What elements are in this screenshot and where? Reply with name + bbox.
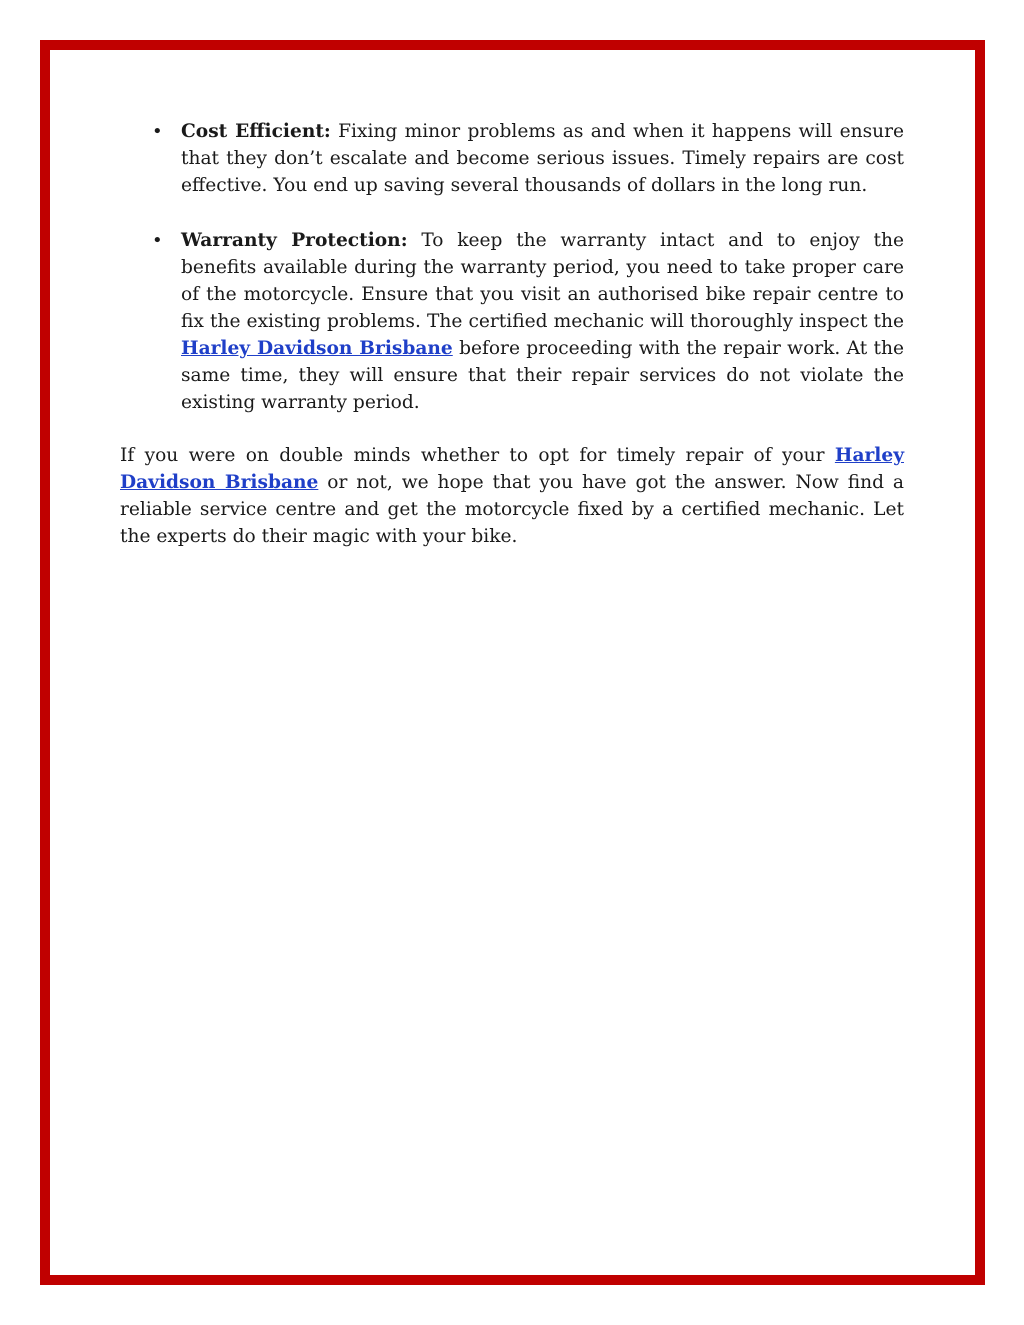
harley-davidson-brisbane-link[interactable]: Harley Davidson Brisbane [181,338,453,359]
harley-davidson-brisbane-link[interactable]: Harley Davidson Brisbane [120,445,904,493]
benefits-list [120,118,904,416]
list-item-cost-efficient [120,118,904,199]
warranty-description-start: To keep the warranty intact and to enjoy the benefits available during the warranty period, you need to take proper care of the motorcycle. Ensure that you visit an authorised bike repair centre to fix the existing problems. The certified mechanic will thoroughly inspect the [181,230,904,332]
list-item-warranty-protection [120,227,904,416]
document-body [120,118,904,550]
cost-efficient-description: Fixing minor problems as and when it happens will ensure that they don’t escalate and become serious issues. Timely repairs are cost effective. You end up saving several thousands of dollars in the long run. [181,121,904,196]
closing-text-end: or not, we hope that you have got the answer. Now find a reliable service centre and get the motorcycle fixed by a certified mechanic. Let the experts do their magic with your bike. [120,472,904,547]
bullet-icon: • [152,121,163,142]
closing-paragraph [120,442,904,550]
term-cost-efficient: Cost Efficient: [181,121,331,142]
warranty-description-end: before proceeding with the repair work. At the same time, they will ensure that their repair services do not violate the existing warranty period. [181,338,904,413]
bullet-icon: • [152,230,163,251]
closing-text-start: If you were on double minds whether to opt for timely repair of your [120,445,825,466]
term-warranty-protection: Warranty Protection: [181,230,408,251]
